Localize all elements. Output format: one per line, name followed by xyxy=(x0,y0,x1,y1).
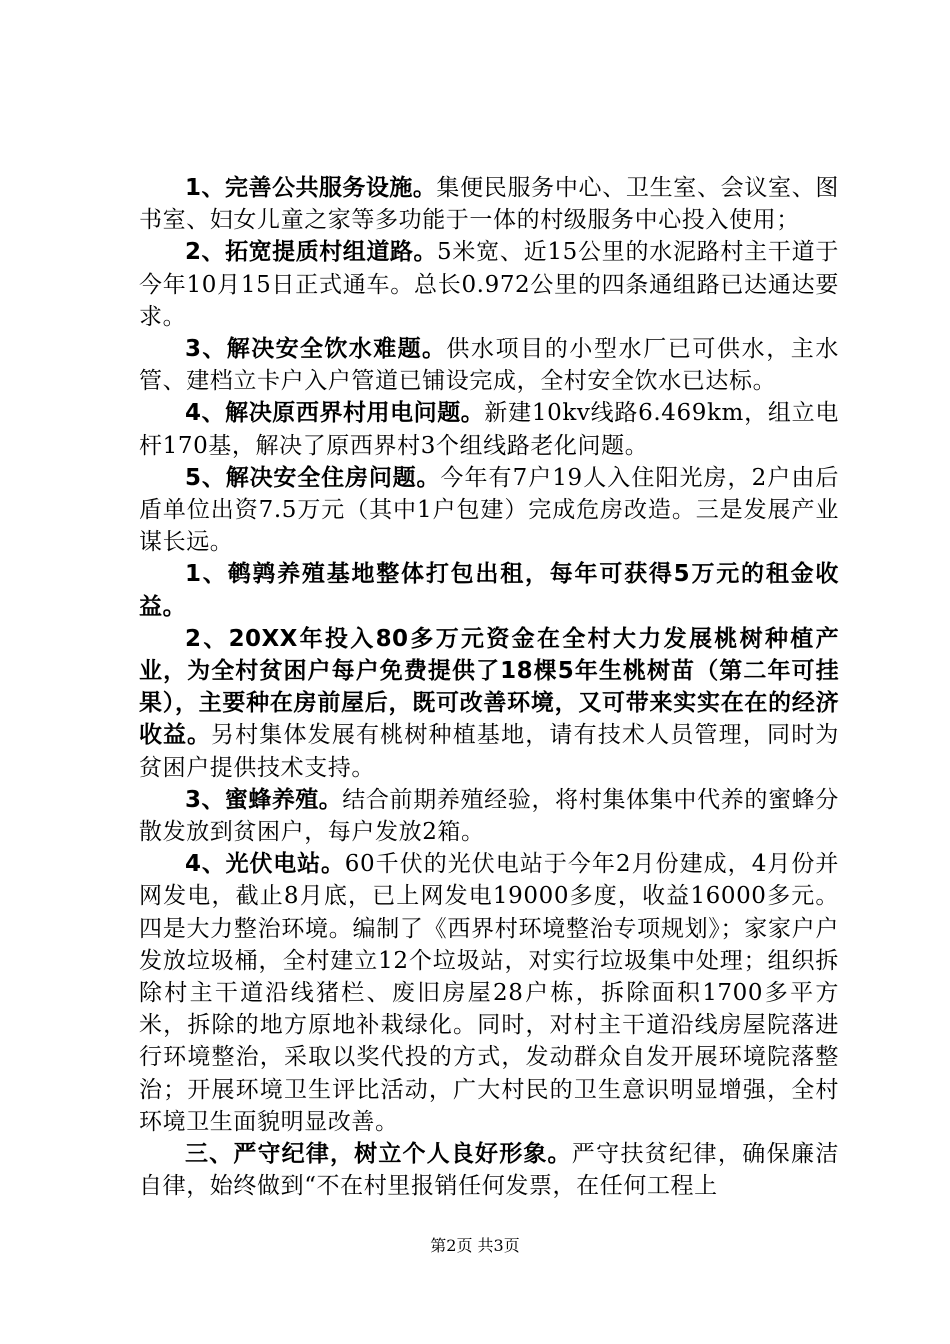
paragraph-drinking-water xyxy=(139,333,839,397)
paragraph-public-services xyxy=(139,172,839,236)
paragraph-text: 60千伏的光伏电站于今年2月份建成，4月份并网发电，截止8月底，已上网发电19000多度，收益16000多元。四是大力整治环境。编制了《西界村环境整治专项规划》；家家户户发放垃圾桶，全村建立12个垃圾站，对实行垃圾集中处理；组织拆除村主干道沿线猪栏、废旧房屋28户栋，拆除面积1700多平方米，拆除的地方原地补栽绿化。同时，对村主干道沿线房屋院落进行环境整治，采取以奖代投的方式，发动群众自发开展环境院落整治；开展环境卫生评比活动，广大村民的卫生意识明显增强，全村环境卫生面貌明显改善。 xyxy=(139,851,839,1135)
paragraph-text: 严守扶贫纪律，确保廉洁自律，始终做到“不在村里报销任何发票，在任何工程上 xyxy=(139,1141,839,1200)
paragraph-solar-station xyxy=(139,848,839,1138)
paragraph-beekeeping xyxy=(139,784,839,848)
paragraph-text: 1、鹌鹑养殖基地整体打包出租，每年可获得5万元的租金收益。 xyxy=(139,561,839,620)
paragraph-discipline xyxy=(139,1138,839,1202)
paragraph-heading: 1、完善公共服务设施。 xyxy=(185,175,437,201)
paragraph-text-tail: 另村集体发展有桃树种植基地，请有技术人员管理，同时为贫困户提供技术支持。 xyxy=(139,722,839,781)
paragraph-heading: 3、蜜蜂养殖。 xyxy=(185,786,343,813)
paragraph-heading: 4、解决原西界村用电问题。 xyxy=(185,400,485,427)
paragraph-heading: 2、拓宽提质村组道路。 xyxy=(185,239,437,266)
paragraph-peach-trees xyxy=(139,623,839,784)
paragraph-text: 5米宽、近15公里的水泥路村主干道于今年10月15日正式通车。总长0.972公里的四条通组路已达通达要求。 xyxy=(139,239,840,330)
paragraph-electricity xyxy=(139,397,839,461)
paragraph-heading: 三、严守纪律，树立个人良好形象。 xyxy=(185,1141,572,1168)
paragraph-text: 结合前期养殖经验，将村集体集中代养的蜜蜂分散发放到贫困户，每户发放2箱。 xyxy=(139,786,839,846)
paragraph-text: 供水项目的小型水厂已可供水，主水管、建档立卡户入户管道已铺设完成，全村安全饮水已达标。 xyxy=(139,336,839,395)
page-footer: 第2页 共3页 xyxy=(430,1236,520,1255)
paragraph-text: 今年有7户19人入住阳光房，2户由后盾单位出资7.5万元（其中1户包建）完成危房改造。三是发展产业谋长远。 xyxy=(139,464,839,556)
document-body xyxy=(139,172,839,1203)
paragraph-heading: 3、解决安全饮水难题。 xyxy=(185,336,447,363)
paragraph-text: 集便民服务中心、卫生室、会议室、图书室、妇女儿童之家等多功能于一体的村级服务中心投入使用； xyxy=(139,175,840,234)
paragraph-text: 新建10kv线路6.469km，组立电杆170基，解决了原西界村3个组线路老化问题。 xyxy=(139,400,839,459)
paragraph-quail-farming xyxy=(139,558,839,622)
paragraph-heading: 4、光伏电站。 xyxy=(185,851,345,878)
paragraph-housing xyxy=(139,462,839,559)
paragraph-roads xyxy=(139,236,839,333)
paragraph-heading: 5、解决安全住房问题。 xyxy=(185,464,441,491)
paragraph-text-bold: 2、20XX年投入80多万元资金在全村大力发展桃树种植产业，为全村贫困户每户免费提供了18棵5年生桃树苗（第二年可挂果），主要种在房前屋后，既可改善环境，又可带来实实在在的经济收益。 xyxy=(139,625,839,749)
